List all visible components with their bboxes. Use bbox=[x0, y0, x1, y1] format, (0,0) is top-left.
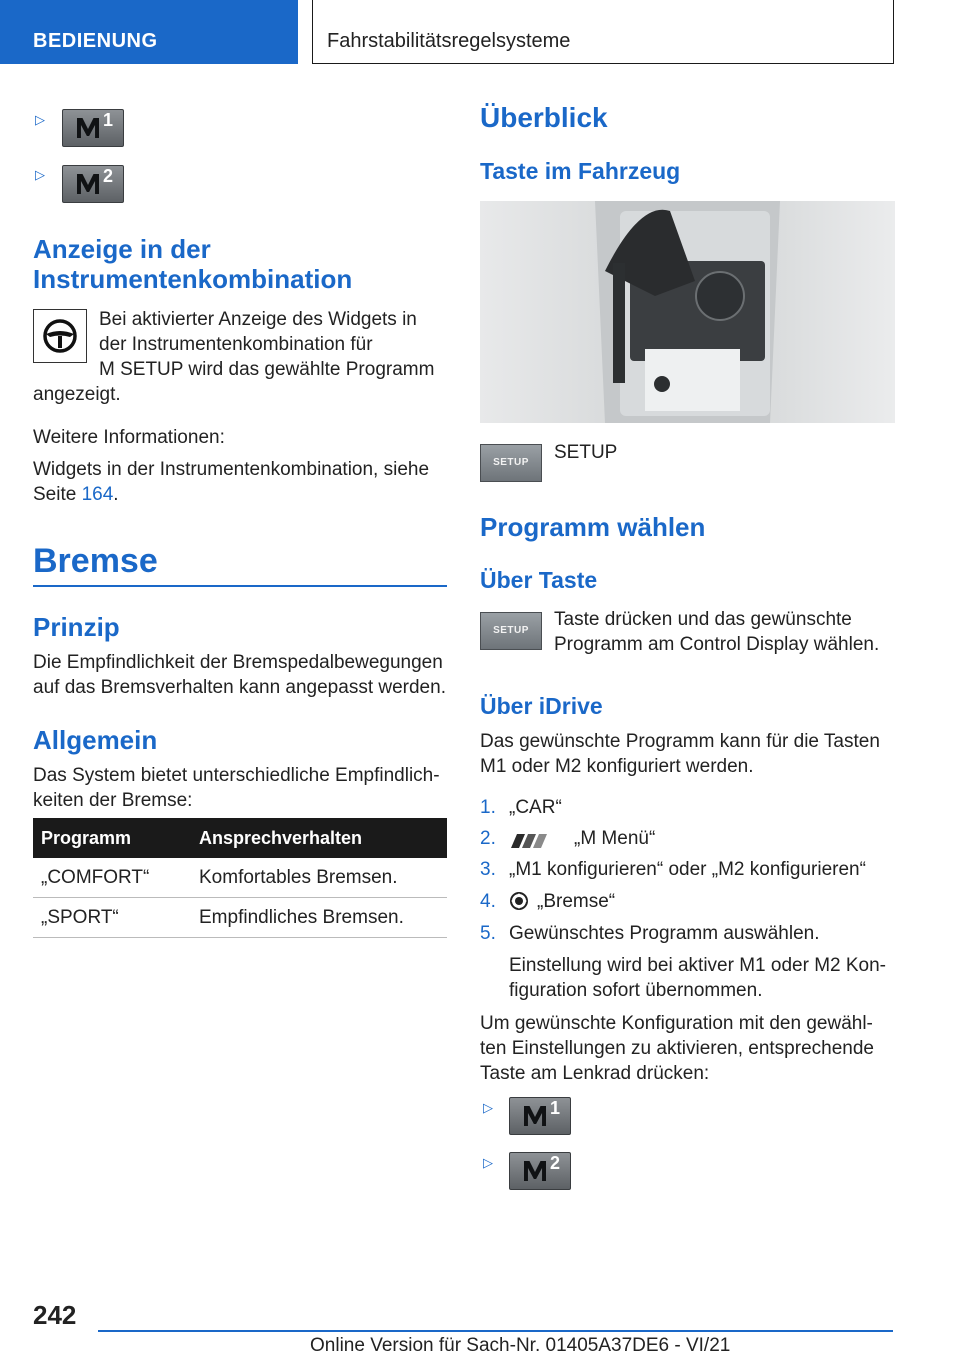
header-chapter-label: Fahrstabilitätsregelsysteme bbox=[327, 30, 571, 52]
ueberblick-heading: Überblick bbox=[480, 102, 608, 133]
bullet-triangle-icon: ▷ bbox=[35, 112, 45, 127]
center-console-photo bbox=[480, 201, 895, 423]
setup-button-icon: SETUP bbox=[480, 444, 542, 482]
anzeige-text: Bei aktivierter Anzeige des Widgets in der Instrumentenkombination für M SETUP wird das gewählte Programm bbox=[99, 309, 435, 380]
brake-disc-icon bbox=[509, 891, 529, 911]
list-item: 5. Gewünschtes Programm auswählen. bbox=[480, 923, 820, 944]
brake-program-table bbox=[33, 818, 447, 938]
table-header: Ansprechverhalten bbox=[191, 818, 447, 858]
bremse-heading: Bremse bbox=[33, 542, 158, 580]
final-text: Um gewünschte Konfiguration mit den gewähl- ten Einstellungen zu aktivieren, entsprechende Taste am Lenkrad drücken: bbox=[480, 1013, 874, 1084]
ueber-taste-heading: Über Taste bbox=[480, 567, 598, 593]
header-chapter-box bbox=[312, 0, 894, 64]
section-divider bbox=[33, 585, 447, 587]
idrive-text: Das gewünschte Programm kann für die Tasten M1 oder M2 konfiguriert werden. bbox=[480, 731, 880, 777]
taste-heading: Taste im Fahrzeug bbox=[480, 158, 681, 184]
anzeige-text-end: angezeigt. bbox=[33, 384, 121, 405]
bullet-triangle-icon: ▷ bbox=[35, 167, 45, 182]
weitere-info-label: Weitere Informationen: bbox=[33, 427, 225, 448]
table-row: „SPORT“ Empfindliches Bremsen. bbox=[33, 898, 447, 938]
m2-button-icon: 2 bbox=[509, 1152, 571, 1190]
list-item: 3. „M1 konfigurieren“ oder „M2 konfigurieren“ bbox=[480, 859, 866, 880]
m1-button-icon: 1 bbox=[62, 109, 124, 147]
m-menu-stripes-icon bbox=[511, 830, 551, 844]
footer-divider bbox=[98, 1330, 893, 1332]
list-item: 2. „M Menü“ bbox=[480, 828, 656, 849]
prinzip-heading: Prinzip bbox=[33, 612, 120, 642]
m2-button-icon: 2 bbox=[62, 165, 124, 203]
allgemein-text: Das System bietet unterschiedliche Empfindlich- keiten der Bremse: bbox=[33, 765, 440, 811]
list-item: 1. „CAR“ bbox=[480, 797, 562, 818]
ueber-idrive-heading: Über iDrive bbox=[480, 693, 603, 719]
bullet-triangle-icon: ▷ bbox=[483, 1100, 493, 1115]
header-section-label: BEDIENUNG bbox=[33, 30, 158, 52]
bullet-triangle-icon: ▷ bbox=[483, 1155, 493, 1170]
list-item: 4. „Bremse“ bbox=[480, 891, 616, 912]
m1-button-icon: 1 bbox=[509, 1097, 571, 1135]
header-section-tab bbox=[0, 0, 298, 64]
prinzip-text: Die Empfindlichkeit der Bremspedalbewegungen auf das Bremsverhalten kann angepasst werden. bbox=[33, 652, 446, 698]
programm-waehlen-heading: Programm wählen bbox=[480, 512, 706, 542]
footer-online-version: Online Version für Sach-Nr. 01405A37DE6 - VI/21 bbox=[310, 1335, 731, 1356]
widgets-reference: Widgets in der Instrumentenkombination, siehe Seite 164. bbox=[33, 459, 430, 505]
step5-note: Einstellung wird bei aktiver M1 oder M2 Kon- figuration sofort übernommen. bbox=[509, 955, 887, 1001]
steering-wheel-icon bbox=[33, 309, 87, 363]
ueber-taste-text: Taste drücken und das gewünschte Programm am Control Display wählen. bbox=[554, 609, 880, 655]
page-number: 242 bbox=[33, 1300, 77, 1330]
table-row: „COMFORT“ Komfortables Bremsen. bbox=[33, 858, 447, 898]
anzeige-heading: Anzeige in der Instrumentenkombination bbox=[33, 234, 353, 294]
table-header: Programm bbox=[33, 818, 191, 858]
allgemein-heading: Allgemein bbox=[33, 725, 158, 755]
setup-label: SETUP bbox=[554, 442, 618, 463]
setup-button-icon: SETUP bbox=[480, 612, 542, 650]
page-link-164[interactable]: 164 bbox=[81, 484, 114, 505]
